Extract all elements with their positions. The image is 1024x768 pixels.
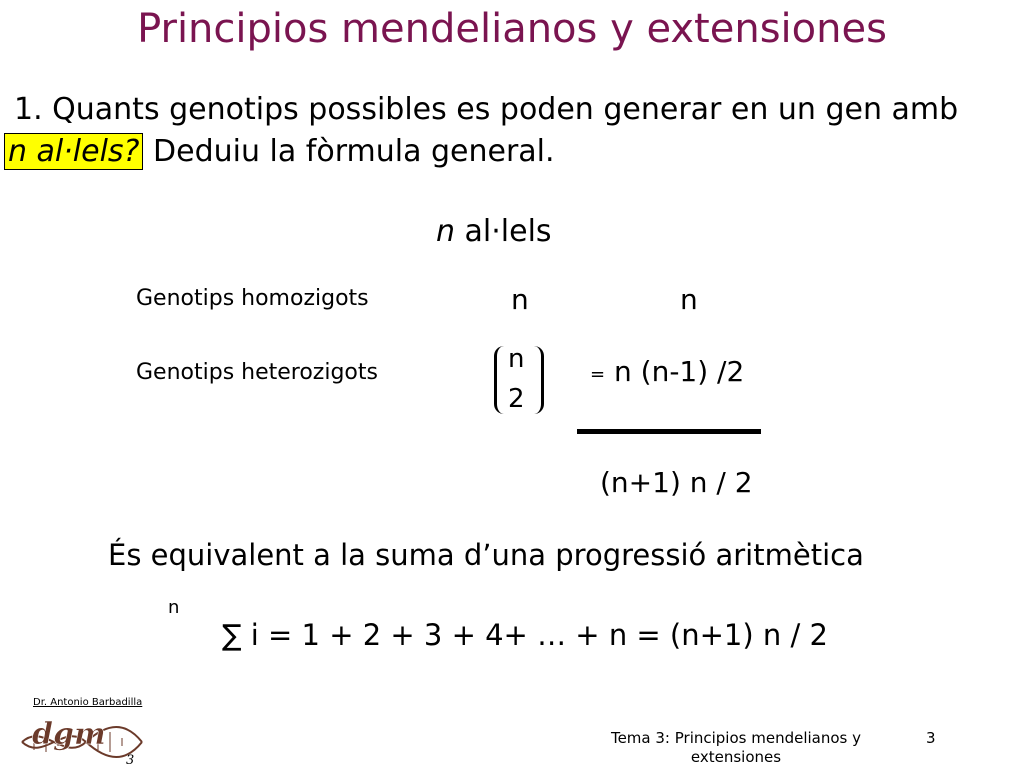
n-alleles-heading (436, 214, 552, 249)
dgm-logo (14, 712, 149, 766)
logo-number: 3 (126, 753, 135, 766)
slide-title: Principios mendelianos y extensiones (137, 6, 887, 52)
sum-divider-line (577, 429, 761, 434)
homozygotes-value-left: n (511, 283, 529, 316)
alleles-word: al·lels (455, 214, 552, 249)
equivalence-statement: És equivalent a la suma d’una progressió aritmètica (108, 538, 864, 572)
heterozygotes-label: Genotips heterozigots (136, 360, 378, 385)
total-genotypes-formula: (n+1) n / 2 (600, 466, 753, 499)
n-variable: n (436, 214, 456, 249)
footer-topic: Tema 3: Principios mendelianos y extensiones (610, 729, 862, 766)
equals-sign: = (590, 364, 606, 385)
page-number: 3 (926, 729, 936, 747)
binomial-top: n (508, 344, 525, 374)
highlighted-term: n al·lels? (4, 133, 143, 170)
question-rest: Deduiu la fòrmula general. (143, 134, 555, 169)
question-line-1: 1. Quants genotips possibles es poden generar en un gen amb (14, 92, 959, 127)
question-line-2 (4, 134, 555, 169)
homozygotes-value-right: n (680, 283, 698, 316)
author-link[interactable]: Dr. Antonio Barbadilla (33, 697, 143, 708)
arithmetic-sum-formula: ∑ i = 1 + 2 + 3 + 4+ … + n = (n+1) n / 2 (222, 618, 828, 652)
homozygotes-label: Genotips homozigots (136, 286, 369, 311)
logo-text: dgm (32, 717, 106, 752)
binomial-bottom: 2 (508, 384, 525, 414)
heterozygotes-formula: n (n-1) /2 (614, 355, 745, 388)
sum-upper-limit: n (168, 597, 180, 618)
